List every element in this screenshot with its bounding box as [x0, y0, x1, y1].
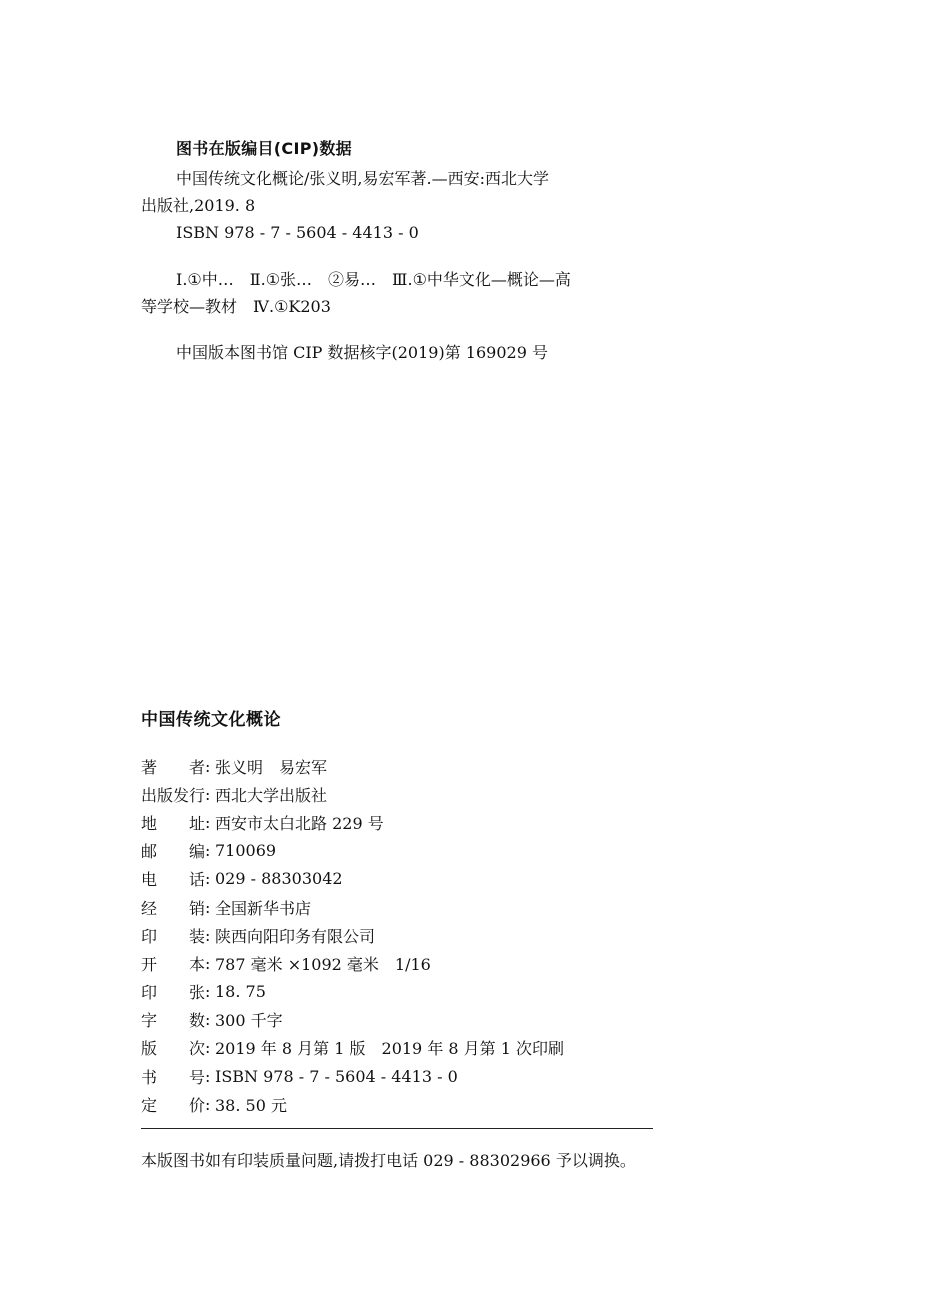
info-label-char: 址 — [188, 813, 205, 833]
info-label — [141, 980, 205, 1003]
info-value: 陕西向阳印务有限公司 — [215, 926, 376, 946]
info-label-char: 本 — [188, 954, 205, 974]
info-label-char: 印 — [141, 983, 158, 1003]
info-label-char: 开 — [141, 954, 158, 974]
info-label — [141, 952, 205, 975]
info-label-char: 著 — [141, 757, 158, 777]
info-value: 张义明 易宏军 — [215, 757, 328, 777]
info-row — [141, 780, 661, 808]
info-row — [141, 978, 661, 1006]
info-row — [141, 893, 661, 921]
info-label-char: 数 — [188, 1011, 205, 1031]
info-label-char: 编 — [188, 842, 205, 862]
info-label-char: 定 — [141, 1095, 158, 1115]
info-label — [141, 896, 205, 919]
info-label-char: 电 — [141, 870, 158, 890]
info-label — [141, 1008, 205, 1031]
info-label-char: 张 — [188, 983, 205, 1003]
info-row — [141, 1006, 661, 1034]
info-label-char: 发 — [173, 785, 190, 805]
info-value: 710069 — [215, 841, 277, 861]
info-value: 西北大学出版社 — [215, 785, 328, 805]
info-colon: : — [205, 1010, 211, 1030]
info-value: 18. 75 — [215, 982, 266, 1002]
info-label-char: 书 — [141, 1067, 158, 1087]
publication-info-list — [141, 752, 661, 1118]
info-row — [141, 752, 661, 780]
info-label — [141, 783, 205, 806]
info-label-char: 销 — [188, 898, 205, 918]
info-value: 029 - 88303042 — [215, 869, 343, 889]
info-label-char: 价 — [188, 1095, 205, 1115]
info-colon: : — [205, 925, 211, 945]
info-label — [141, 1036, 205, 1059]
cip-isbn-line: ISBN 978 - 7 - 5604 - 4413 - 0 — [176, 223, 419, 242]
quality-notice: 本版图书如有印装质量问题,请拨打电话 029 - 88302966 予以调换。 — [141, 1151, 636, 1170]
info-label-char: 次 — [188, 1039, 205, 1059]
divider-line — [141, 1128, 653, 1129]
cip-subject-line-1: Ⅰ.①中… Ⅱ.①张… ②易… Ⅲ.①中华文化—概论—高 — [176, 270, 571, 289]
info-colon: : — [205, 897, 211, 917]
info-label — [141, 924, 205, 947]
info-colon: : — [205, 1066, 211, 1086]
book-title: 中国传统文化概论 — [141, 710, 281, 730]
info-label-char: 印 — [141, 926, 158, 946]
info-label-char: 装 — [188, 926, 205, 946]
info-label-char: 号 — [188, 1067, 205, 1087]
info-label — [141, 1065, 205, 1088]
info-row — [141, 837, 661, 865]
info-label-char: 话 — [188, 870, 205, 890]
info-value: 西安市太白北路 229 号 — [215, 813, 384, 833]
info-row — [141, 1034, 661, 1062]
info-label-char: 地 — [141, 813, 158, 833]
info-row — [141, 865, 661, 893]
info-label-char: 者 — [188, 757, 205, 777]
info-label — [141, 867, 205, 890]
info-colon: : — [205, 756, 211, 776]
info-colon: : — [205, 812, 211, 832]
info-colon: : — [205, 982, 211, 1002]
info-label-char: 行 — [189, 785, 206, 805]
info-colon: : — [205, 953, 211, 973]
cip-heading: 图书在版编目(CIP)数据 — [176, 139, 352, 158]
info-label — [141, 811, 205, 834]
info-label-char: 出 — [141, 785, 158, 805]
info-value: ISBN 978 - 7 - 5604 - 4413 - 0 — [215, 1066, 458, 1086]
info-label-char: 版 — [141, 1039, 158, 1059]
cip-subject-line-2: 等学校—教材 Ⅳ.①K203 — [141, 297, 331, 316]
info-value: 38. 50 元 — [215, 1095, 287, 1115]
info-colon: : — [205, 1094, 211, 1114]
info-value: 787 毫米 ×1092 毫米 1/16 — [215, 954, 431, 974]
info-label — [141, 755, 205, 778]
cip-publisher-line: 出版社,2019. 8 — [141, 196, 256, 215]
cip-title-line: 中国传统文化概论/张义明,易宏军著.—西安:西北大学 — [176, 169, 549, 188]
info-value: 2019 年 8 月第 1 版 2019 年 8 月第 1 次印刷 — [215, 1039, 565, 1059]
info-label-char: 经 — [141, 898, 158, 918]
info-label-char: 邮 — [141, 842, 158, 862]
info-label — [141, 1093, 205, 1116]
info-label-char: 字 — [141, 1011, 158, 1031]
info-label — [141, 839, 205, 862]
info-label-char: 版 — [157, 785, 174, 805]
info-value: 全国新华书店 — [215, 898, 312, 918]
info-row — [141, 949, 661, 977]
info-colon: : — [205, 784, 211, 804]
info-row — [141, 1090, 661, 1118]
info-row — [141, 808, 661, 836]
info-colon: : — [205, 1038, 211, 1058]
info-row — [141, 1062, 661, 1090]
info-row — [141, 921, 661, 949]
info-colon: : — [205, 869, 211, 889]
info-colon: : — [205, 841, 211, 861]
info-value: 300 千字 — [215, 1011, 283, 1031]
cip-catalog-number: 中国版本图书馆 CIP 数据核字(2019)第 169029 号 — [176, 343, 548, 362]
